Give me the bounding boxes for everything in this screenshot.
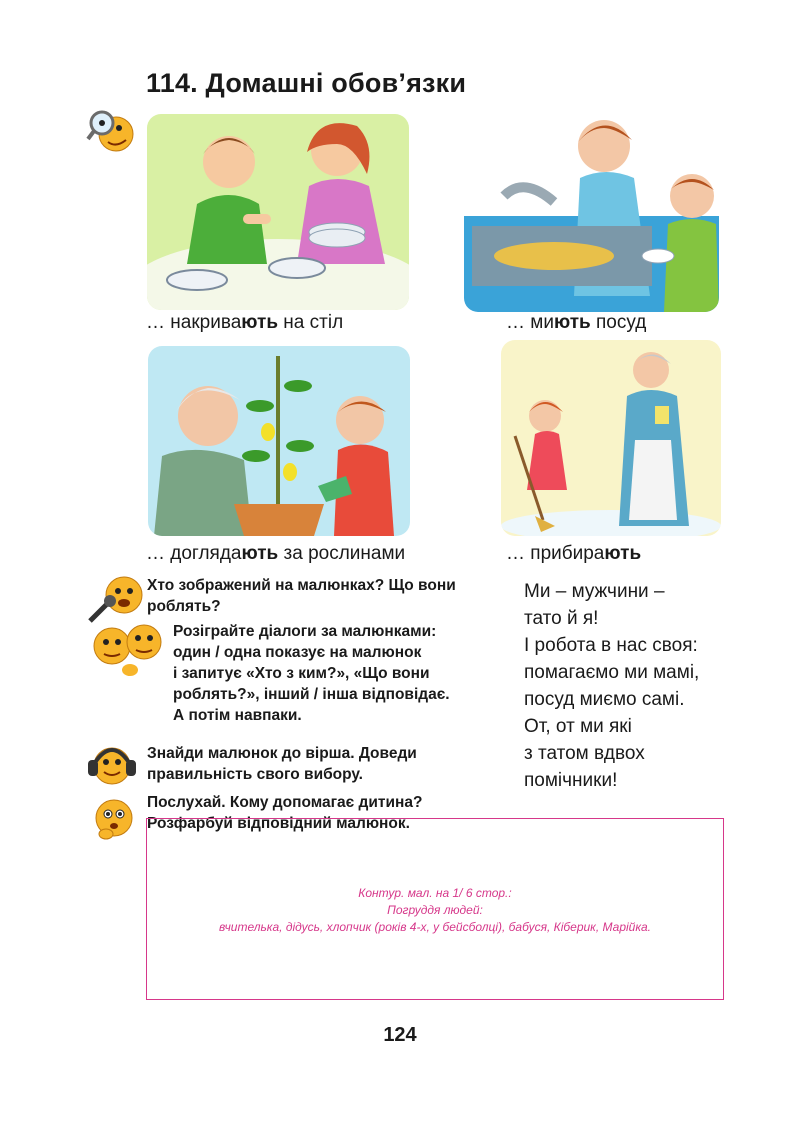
task-find-picture: Знайди малюнок до вірша. Доведи правильність свого вибору. xyxy=(147,745,417,783)
magnifier-emoji-icon xyxy=(86,108,138,154)
poem-line: тато й я! xyxy=(524,608,599,629)
picture-cleaning xyxy=(501,340,721,536)
poem-line: помагаємо ми мамі, xyxy=(524,662,700,683)
headphones-emoji-icon xyxy=(86,740,138,788)
caption-washing-dishes: … миють посуд xyxy=(506,312,647,333)
caption-cleaning: … прибирають xyxy=(506,543,642,564)
task-who-is-pictured: Хто зображений на малюнках? Що вони роблять? xyxy=(147,577,456,615)
poem-line: помічники! xyxy=(524,770,618,791)
picture-caring-plants xyxy=(148,346,410,536)
picture-setting-table xyxy=(147,114,409,310)
caption-caring-plants: … доглядaють за рослинами xyxy=(146,543,406,564)
poem-line: І робота в нас своя: xyxy=(524,635,698,656)
microphone-emoji-icon xyxy=(86,573,146,625)
page-number: 124 xyxy=(383,1024,417,1046)
poem-line: посуд миємо самі. xyxy=(524,689,685,710)
illustration-note: Контур. мал. на 1/ 6 стор.: Погруддя людей: вчителька, дідусь, хлопчик (років 4-х, у бейсболці), бабуся, Кіберик, Марійка. xyxy=(218,886,652,934)
caption-setting-table: … накривають на стіл xyxy=(146,312,344,333)
poem-line: з татом вдвох xyxy=(524,743,645,764)
two-emoji-icon xyxy=(92,620,164,678)
page-title: 114. Домашні обов’язки xyxy=(146,68,467,98)
task-listen-and-color: Послухай. Кому допомагає дитина? Розфарбуй відповідний малюнок. xyxy=(147,794,423,832)
thinking-emoji-icon xyxy=(90,796,138,844)
poem-line: От, от ми які xyxy=(524,716,632,737)
task-role-play: Розіграйте діалоги за малюнками: один / одна показує на малюнок і запитує «Хто з ким?», «Що вони роблять?», інший / інша відповідає. А потім навпаки. xyxy=(173,623,450,724)
poem-line: Ми – мужчини – xyxy=(524,581,665,602)
picture-washing-dishes xyxy=(464,106,719,312)
illustration-placeholder-box xyxy=(146,818,724,1000)
poem xyxy=(524,578,699,794)
